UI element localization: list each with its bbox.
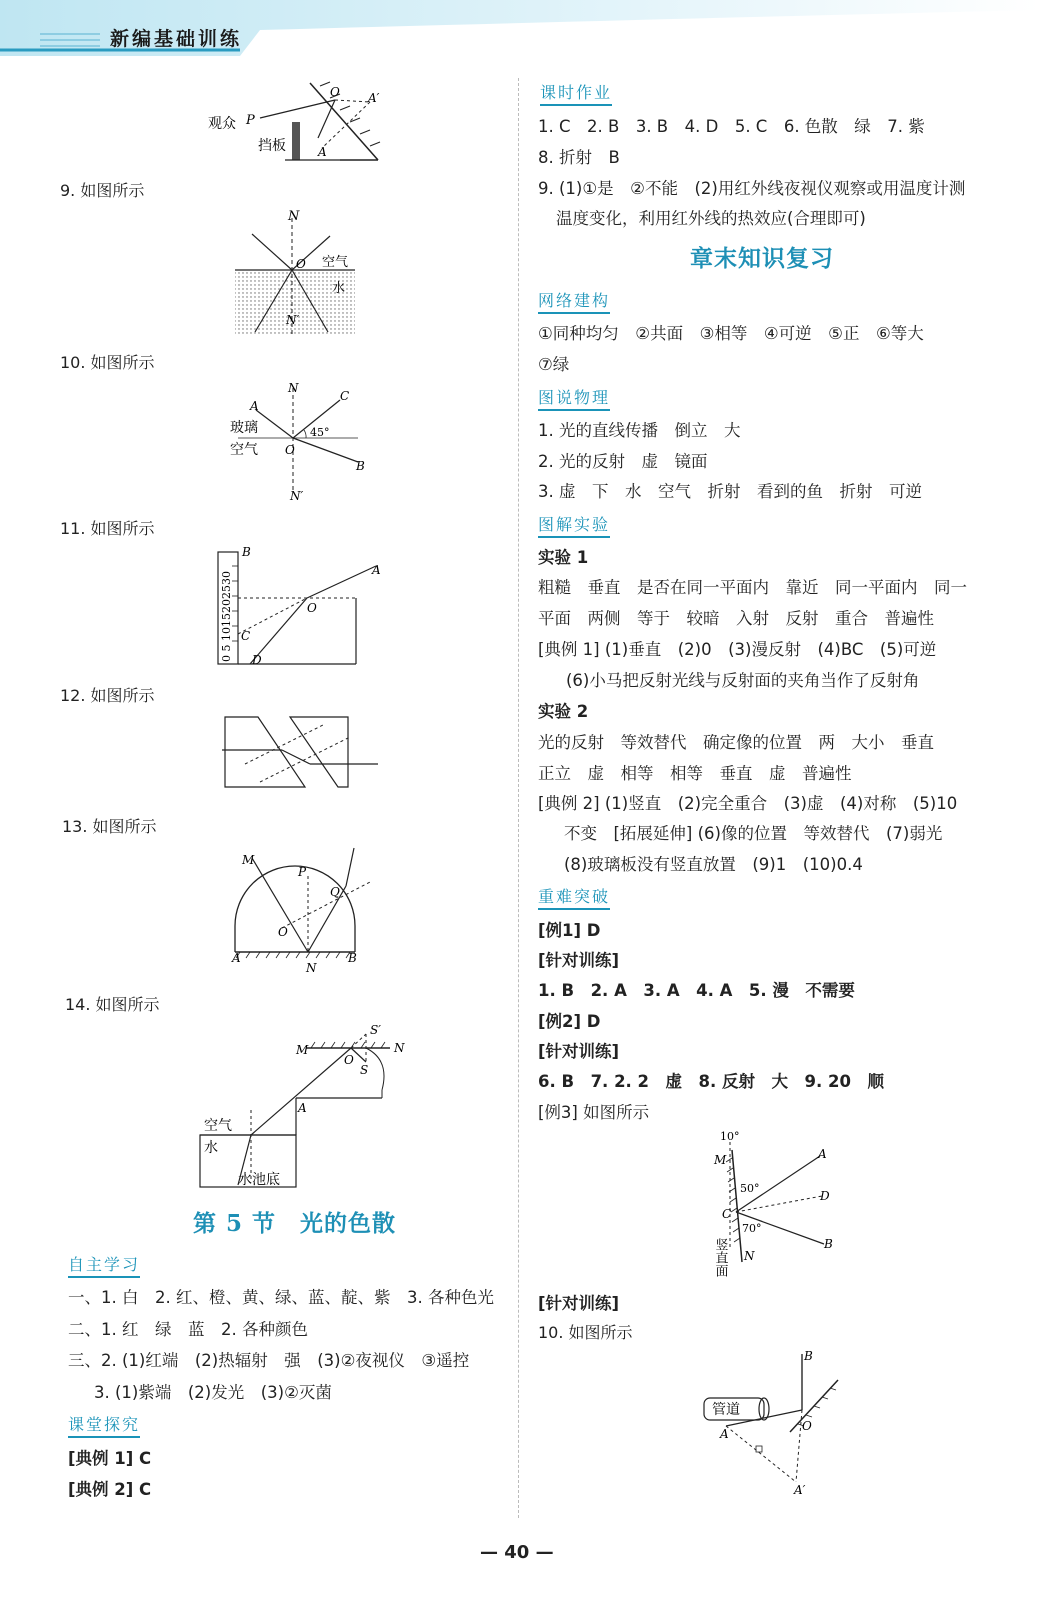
fig10-angle: 45° [310,426,330,439]
fig9-o: O [296,257,306,271]
exp2-line-5: (8)玻璃板没有竖直放置 (9)1 (10)0.4 [564,855,863,874]
exp1-line-3: [典例 1] (1)垂直 (2)0 (3)漫反射 (4)BC (5)可逆 [538,640,937,659]
keshi-line-3: 9. (1)①是 ②不能 (2)用红外线夜视仪观察或用温度计测 [538,179,966,198]
section-tujie: 图解实验 [538,512,610,538]
zn-line-4: [例2] D [538,1012,601,1031]
fig14-m: M [296,1043,309,1057]
fig11-o: O [307,601,317,615]
keshi-line-4: 温度变化，利用红外线的热效应(合理即可) [556,209,866,228]
fig13-q: Q [330,885,340,899]
exp1-label: 实验 1 [538,548,589,567]
tushuo-line-2: 2. 光的反射 虚 镜面 [538,452,708,471]
wangluo-line-2: ⑦绿 [538,355,570,374]
fig11-d: D [252,653,262,667]
tushuo-line-1: 1. 光的直线传播 倒立 大 [538,421,741,440]
zizhu-line-4: 3. (1)紫端 (2)发光 (3)②灭菌 [94,1383,332,1402]
fig8-board: 挡板 [258,138,286,154]
page-number: — 40 — [480,1542,554,1563]
section-5-title: 第 5 节 光的色散 [193,1210,397,1237]
zn-line-2: [针对训练] [538,951,620,970]
fig14-air: 空气 [204,1118,232,1134]
fig11-a: A [372,563,381,577]
fig10-air: 空气 [230,442,258,458]
section-wangluo: 网络建构 [538,288,610,314]
section-ketang: 课堂探究 [68,1412,140,1438]
exp2-line-4: 不变 [拓展延伸] (6)像的位置 等效替代 (7)弱光 [564,824,943,843]
fig11-c: C [241,629,251,643]
figure-8 [200,78,390,170]
keshi-line-2: 8. 折射 B [538,148,620,167]
figure-example-3 [712,1128,842,1278]
figure-13 [230,846,370,976]
ex3-d: D [820,1189,830,1203]
fig10r-b: B [804,1349,813,1363]
question-12: 12. 如图所示 [60,686,155,705]
fig13-o: O [278,925,288,939]
ex3-10deg: 10° [720,1130,740,1143]
exp1-line-2: 平面 两侧 等于 较暗 入射 反射 重合 普遍性 [538,609,934,628]
wangluo-line-1: ①同种均匀 ②共面 ③相等 ④可逆 ⑤正 ⑥等大 [538,324,924,343]
exp1-line-4: (6)小马把反射光线与反射面的夹角当作了反射角 [566,671,920,690]
zn-train-label: [针对训练] [538,1294,620,1313]
figure-14 [196,1020,412,1190]
ketang-line-2: [典例 2] C [68,1480,152,1499]
fig14-o: O [344,1053,354,1067]
ex3-a: A [818,1147,827,1161]
exp2-line-1: 光的反射 等效替代 确定像的位置 两 大小 垂直 [538,733,934,752]
exp2-line-3: [典例 2] (1)竖直 (2)完全重合 (3)虚 (4)对称 (5)10 [538,794,958,813]
fig9-n-prime: N′ [286,313,300,327]
ex3-b: B [824,1237,833,1251]
fig10-a: A [250,399,259,413]
question-11: 11. 如图所示 [60,519,155,538]
section-keshi: 课时作业 [540,80,612,106]
fig8-p: P [246,113,255,128]
zn-line-1: [例1] D [538,921,601,940]
zn-line-6: 6. B 7. 2. 2 虚 8. 反射 大 9. 20 顺 [538,1072,884,1091]
fig11-b: B [242,546,251,559]
figure-10-right [698,1346,848,1496]
ex3-70deg: 70° [742,1222,762,1235]
fig10-b: B [356,459,365,473]
figure-11 [212,546,388,670]
section-tushuo: 图说物理 [538,385,610,411]
fig8-a: A [318,145,327,159]
fig8-viewer: 观众 [208,116,236,132]
page-header [0,0,1040,56]
fig9-n: N [288,209,300,224]
fig9-water: 水 [332,281,346,296]
keshi-line-1: 1. C 2. B 3. B 4. D 5. C 6. 色散 绿 7. 紫 [538,117,925,136]
question-14: 14. 如图所示 [65,995,160,1014]
fig13-b: B [348,951,357,965]
fig14-a: A [298,1101,307,1115]
fig10-c: C [340,389,350,403]
zizhu-line-3: 三、2. (1)红端 (2)热辐射 强 (3)②夜视仪 ③遥控 [68,1351,470,1370]
fig11-ruler: 0 5 1015202530 [220,571,233,662]
column-divider [518,78,519,1518]
fig10r-a-prime: A′ [794,1483,806,1496]
zn-line-7: [例3] 如图所示 [538,1103,650,1122]
question-10: 10. 如图所示 [60,353,155,372]
question-9: 9. 如图所示 [60,181,145,200]
fig10-n-prime: N′ [290,489,304,502]
fig8-a-prime: A′ [368,91,380,105]
ketang-line-1: [典例 1] C [68,1449,152,1468]
fig14-water: 水 [204,1140,218,1156]
figure-12 [220,712,380,792]
fig13-m: M [242,853,255,867]
fig13-a: A [232,951,241,965]
zn-line-5: [针对训练] [538,1042,620,1061]
tushuo-line-3: 3. 虚 下 水 空气 折射 看到的鱼 折射 可逆 [538,482,922,501]
question-10-right: 10. 如图所示 [538,1323,633,1342]
exp1-line-1: 粗糙 垂直 是否在同一平面内 靠近 同一平面内 同一 [538,578,967,597]
fig10r-o: O [802,1419,812,1433]
figure-9 [230,208,360,340]
header-title: 新编基础训练 [110,28,243,50]
fig10-n: N [288,381,299,395]
fig14-bottom: 水池底 [238,1172,280,1188]
fig10-glass: 玻璃 [230,420,258,436]
fig14-s: S [360,1063,369,1077]
zizhu-line-2: 二、1. 红 绿 蓝 2. 各种颜色 [68,1320,308,1339]
fig14-n: N [394,1041,405,1055]
fig8-o: O [330,85,340,99]
fig10r-pipe: 管道 [712,1402,740,1418]
fig13-n: N [306,961,317,975]
chapter-title: 章末知识复习 [690,245,834,272]
zizhu-line-1: 一、1. 白 2. 红、橙、黄、绿、蓝、靛、紫 3. 各种色光 [68,1288,494,1307]
fig13-p: P [298,865,307,879]
figure-10 [228,380,378,502]
ex3-50deg: 50° [740,1182,760,1195]
fig10-o: O [285,443,295,457]
fig9-air: 空气 [322,255,349,270]
question-13: 13. 如图所示 [62,817,157,836]
ex3-m: M [714,1153,727,1167]
section-zhongnan: 重难突破 [538,884,610,910]
fig10r-a: A [720,1427,729,1441]
exp2-line-2: 正立 虚 相等 相等 垂直 虚 普遍性 [538,764,852,783]
zn-line-3: 1. B 2. A 3. A 4. A 5. 漫 不需要 [538,981,855,1000]
exp2-label: 实验 2 [538,702,589,721]
ex3-c: C [722,1207,732,1221]
ex3-n: N [744,1249,755,1263]
section-zizhu: 自主学习 [68,1252,140,1278]
fig14-s-prime: S′ [370,1023,381,1037]
ex3-vertical: 竖直面 [712,1238,728,1277]
